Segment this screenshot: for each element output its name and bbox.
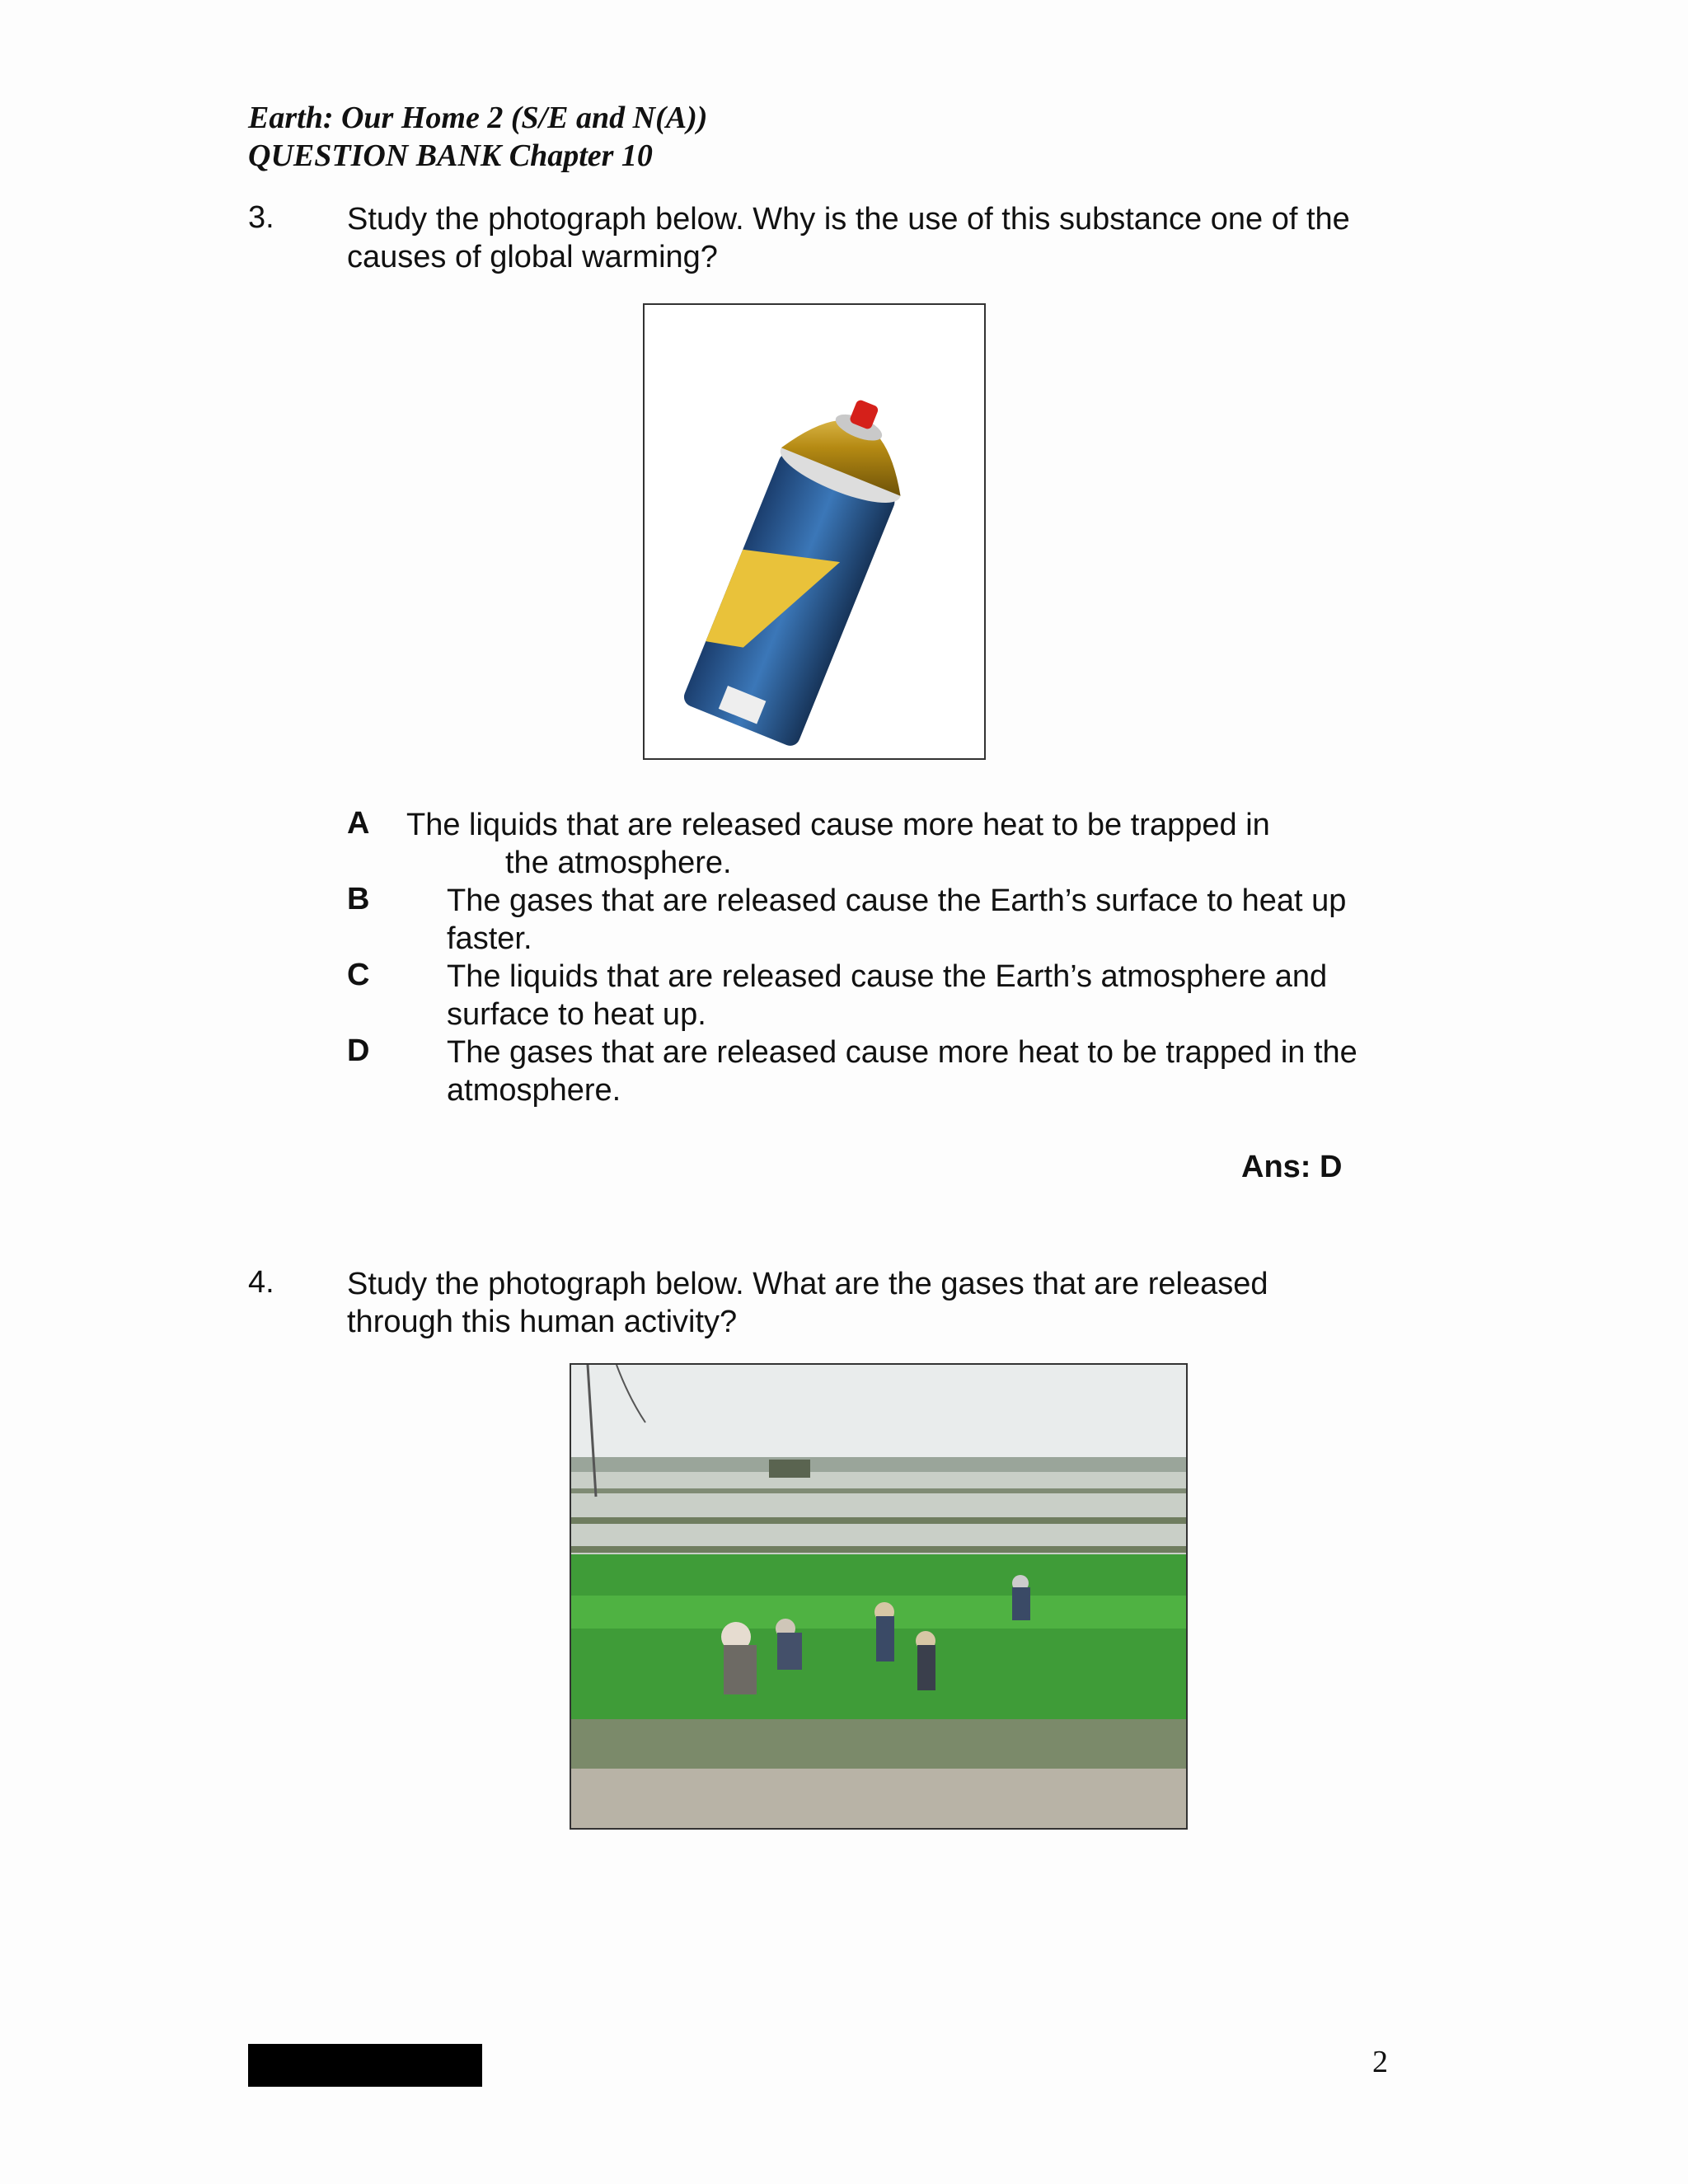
question-3-text: Study the photograph below. Why is the use of this substance one of the causes of global warming? (347, 202, 1350, 274)
option-a-line1: The liquids that are released cause more heat to be trapped in (406, 808, 1270, 842)
header-subtitle: QUESTION BANK Chapter 10 (248, 138, 653, 173)
option-d-letter: D (347, 1033, 370, 1068)
option-b-letter: B (347, 882, 370, 916)
option-b-text: The gases that are released cause the Earth’s surface to heat up faster. (447, 883, 1347, 956)
page-number: 2 (1372, 2045, 1388, 2079)
option-d-text: The gases that are released cause more heat to be trapped in the atmosphere. (447, 1035, 1357, 1108)
option-a-line2: the atmosphere. (505, 846, 732, 880)
question-3-number: 3. (248, 200, 274, 235)
question-4-number: 4. (248, 1265, 274, 1300)
rice-field-photo (570, 1363, 1188, 1830)
option-a-letter: A (347, 806, 370, 841)
option-c-text: The liquids that are released cause the Earth’s atmosphere and surface to heat up. (447, 959, 1328, 1032)
option-c-letter: C (347, 958, 370, 992)
header-title: Earth: Our Home 2 (S/E and N(A)) (248, 101, 708, 135)
redaction-bar (248, 2044, 482, 2087)
aerosol-can-image (645, 305, 984, 758)
document-header (248, 99, 707, 175)
answer-label: Ans: D (1241, 1150, 1343, 1184)
question-4-text: Study the photograph below. What are the gases that are released through this human activity? (347, 1267, 1268, 1339)
rice-field-image (571, 1365, 1186, 1828)
aerosol-can-photo (643, 303, 986, 760)
